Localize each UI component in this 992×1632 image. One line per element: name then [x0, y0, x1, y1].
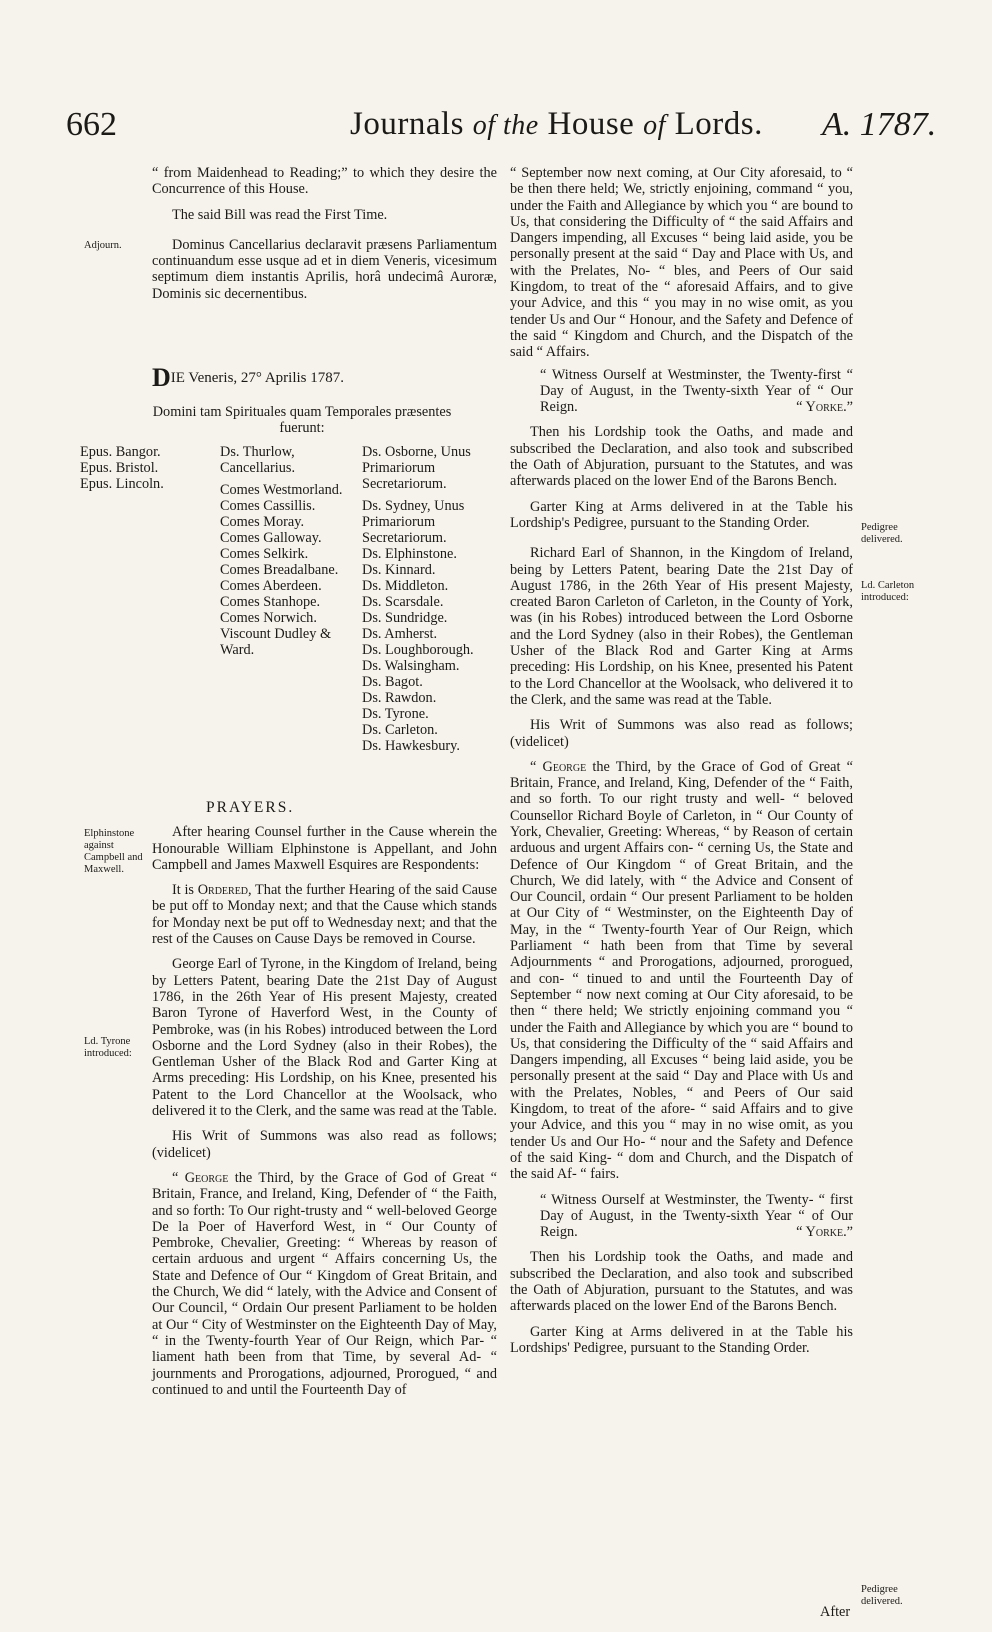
lord-entry: Comes Moray. — [220, 514, 305, 530]
lords-list-a — [220, 444, 350, 658]
paragraph: After hearing Counsel further in the Cause wherein the Honourable William Elphinstone is Appellant, and John Campbell and James Maxwell Esquires are Respondents: — [152, 824, 497, 873]
margin-note-pedigree-1: Pedigree delivered. — [861, 522, 903, 545]
writ-text: “ September now next coming, at Our City aforesaid, to “ be then there held; We, strictly enjoining, command “ you, under the Faith and Allegiance by which you “ are bound to Us, that considering the Difficulty of “ the said Affairs and Dangers impending, all Excuses “ being laid aside, you be personally present at the said “ Day and Place with Us, and with the Prelates, No- “ bles, and Peers of Our said Kingdom, to treat of the “ aforesaid Affairs, and to give your Advice, and this “ you may in no wise omit, as you tender Us and Our “ Honour, and the Safety and Defence of the said “ Kingdom and Church, and the Dispatch of the said “ Affairs. — [510, 165, 853, 361]
lord-entry: Ds. Sydney, Unus Primariorum Secretariorum. — [362, 498, 465, 546]
lords-list-b — [362, 444, 492, 754]
margin-note-adjourn: Adjourn. — [84, 240, 122, 251]
bishops-list — [80, 444, 195, 492]
writ-text: “ George the Third, by the Grace of God of Great “ Britain, France, and Ireland, King, Defender of “ the Faith, and so forth: To Our right-trusty and “ well-beloved George De la Poer of Haverford West, in “ Our County of Pembroke, Chevalier, Greeting: “ Whereas by reason of certain arduous and urgent “ Affairs concerning Us, the State and Defence of Our “ Kingdom of Great Britain, and the Church, We did “ lately, with the Advice and Consent of Our Council, “ Ordain Our present Parliament to be holden at Our “ City of Westminster on the Eighteenth Day of May, “ in the Twenty-fourth Year of Our Reign, which Par- “ liament hath been from that Time, by several Ad- “ journments and Prorogations, adjourned, Prorogued, “ and continued to and until the Fourteenth Day of — [152, 1169, 498, 1398]
page-year: A. 1787. — [822, 106, 937, 143]
paragraph: His Writ of Summons was also read as follows; (videlicet) — [152, 1128, 497, 1161]
witness-clause: “ Witness Ourself at Westminster, the Twenty- “ first Day of August, in the Twenty-sixth Year “ of Our Reign. “ Yorke.” — [540, 1191, 853, 1241]
lord-entry: Ds. Osborne, Unus Primariorum Secretariorum. — [362, 444, 471, 492]
paragraph: George Earl of Tyrone, in the Kingdom of Ireland, being by Letters Patent, bearing Date the 21st Day of August 1786, in the 26th Year of His present Majesty, created Baron Tyrone of Haverford West, in the County of Pembroke, was (in his Robes) introduced between the Lord Osborne and the Lord Sydney (also in their Robes), the Gentleman Usher of the Black Rod and Garter King at Arms preceding: His Lordship, on his Knee, presented his Patent to the Lord Chancellor at the Woolsack, who delivered it to the Clerk, and the same was read at the Table. — [152, 956, 497, 1120]
lord-entry: Ds. Bagot. — [362, 674, 423, 690]
paragraph: The said Bill was read the First Time. — [172, 206, 388, 223]
margin-note-pedigree-2: Pedigree delivered. — [861, 1584, 903, 1607]
lord-entry: Comes Westmorland. — [220, 482, 343, 498]
lord-entry: Ds. Middleton. — [362, 578, 449, 594]
lord-entry: Ds. Hawkesbury. — [362, 738, 460, 754]
bishop-entry: Epus. Lincoln. — [80, 476, 164, 492]
paragraph: Richard Earl of Shannon, in the Kingdom of Ireland, being by Letters Patent, bearing Date the 21st Day of August 1786, in the 26th Year of His present Majesty, created Baron Carleton of Carleton, in the County of York, was (in his Robes) introduced between the Lord Osborne and the Lord Sydney (also in their Robes), the Gentleman Usher of the Black Rod and Garter King at Arms preceding: His Lordship, on his Knee, presented his Patent to the Lord Chancellor at the Woolsack, who delivered it to the Clerk, and the same was read at the Table. — [510, 545, 853, 708]
margin-note-tyrone: Ld. Tyrone introduced: — [84, 1036, 132, 1059]
lord-entry: Comes Selkirk. — [220, 546, 309, 562]
bishop-entry: Epus. Bangor. — [80, 444, 161, 460]
left-column-bottom — [152, 800, 497, 1407]
right-column — [510, 165, 853, 1365]
running-title: Journals of the House of Lords. — [350, 106, 763, 142]
lord-entry: Comes Norwich. — [220, 610, 317, 626]
lord-entry: Comes Cassillis. — [220, 498, 316, 514]
paragraph: “ from Maidenhead to Reading;” to which they desire the Concurrence of this House. — [152, 165, 497, 198]
lord-entry: Comes Breadalbane. — [220, 562, 339, 578]
margin-note-carleton: Ld. Carleton introduced: — [861, 580, 915, 603]
lord-entry: Ds. Rawdon. — [362, 690, 437, 706]
paragraph: Garter King at Arms delivered in at the Table his Lordship's Pedigree, pursuant to the Standing Order. — [510, 498, 853, 531]
lord-entry: Ds. Carleton. — [362, 722, 438, 738]
lord-entry: Ds. Kinnard. — [362, 562, 436, 578]
prayers-heading: PRAYERS. — [206, 799, 295, 816]
bishop-entry: Epus. Bristol. — [80, 460, 159, 476]
lord-entry: Ds. Elphinstone. — [362, 546, 457, 562]
paragraph: Then his Lordship took the Oaths, and made and subscribed the Declaration, and also took and subscribed the Oath of Abjuration, pursuant to the Statutes, and was afterwards placed on the lower End of the Barons Bench. — [510, 424, 853, 490]
catchword: After — [820, 1604, 851, 1620]
lord-entry: Viscount Dudley & Ward. — [220, 626, 332, 658]
paragraph: Dominus Cancellarius declaravit præsens Parliamentum continuandum esse usque ad et in diem Veneris, vicesimum septimum diem instantis Aprilis, horâ undecimâ Auroræ, Dominis sic decernentibus. — [152, 236, 497, 302]
lord-entry: Comes Stanhope. — [220, 594, 321, 610]
page-number: 662 — [66, 106, 117, 143]
paragraph: Garter King at Arms delivered in at the Table his Lordships' Pedigree, pursuant to the Standing Order. — [510, 1323, 853, 1356]
lord-entry: Ds. Walsingham. — [362, 658, 460, 674]
lord-entry: Ds. Sundridge. — [362, 610, 448, 626]
lord-entry: Ds. Thurlow, Cancellarius. — [220, 444, 296, 476]
paragraph: Then his Lordship took the Oaths, and made and subscribed the Declaration, and also took and subscribed the Oath of Abjuration, pursuant to the Statutes, and was afterwards placed on the lower End of the Barons Bench. — [510, 1249, 853, 1315]
paragraph: It is Ordered, That the further Hearing of the said Cause be put off to Monday next; and that the Cause which stands for Monday next be put off to Wednesday next; and that the rest of the Causes on Cause Days be removed in Course. — [152, 882, 497, 948]
lord-entry: Ds. Amherst. — [362, 626, 438, 642]
writ-text: “ George the Third, by the Grace of God of Great “ Britain, France, and Ireland, King, Defender of the “ Faith, and so forth. To our right trusty and well- “ beloved Counsellor Richard Boyle of Carleton, in “ Our County of York, Chevalier, Greeting: Whereas, “ by Reason of certain arduous and urgent Affairs con- “ cerning Us, the State and Defence of Our Kingdom “ of Great Britain, and the Church, We did lately, with “ the Advice and Consent of Our Council, ordain “ Our present Parliament to be holden at Our City of “ Westminster, on the Eighteenth Day of May, in the “ Twenty-fourth Year of Our Reign, which Parliament “ hath been from that Time by several Adjournments “ and Prorogations, adjourned, prorogued, and con- “ tinued to and until the Fourteenth Day of September “ now next coming at Our City aforesaid, to be then “ there held; We strictly enjoining command you “ under the Faith and Allegiance by which you are “ bound to Us, that considering the Difficulty of the “ said Affairs and Dangers impending, all Excuses “ being laid aside, you be personally present at the said “ Day and Place with Us and with the Prelates, Nobles, “ and Peers of Our said Kingdom, to treat of the afore- “ said Affairs and to give your Advice, and this you “ may in no wise omit, as you tender Us and Our Ho- “ nour and the Safety and Defence of the said King- “ dom and Church, and the Dispatch of the said Af- “ fairs. — [510, 758, 853, 1183]
page-header — [0, 106, 992, 156]
lord-entry: Comes Aberdeen. — [220, 578, 322, 594]
lord-entry: Ds. Loughborough. — [362, 642, 474, 658]
margin-note-elphinstone: Elphinstone against Campbell and Maxwell. — [84, 828, 143, 875]
domini-heading: Domini tam Spirituales quam Temporales præsentes fuerunt: — [152, 404, 452, 437]
lord-entry: Comes Galloway. — [220, 530, 322, 546]
lord-entry: Ds. Tyrone. — [362, 706, 429, 722]
die-heading: DIE Veneris, 27° Aprilis 1787. — [152, 363, 344, 392]
left-column-top — [152, 165, 497, 311]
witness-clause: “ Witness Ourself at Westminster, the Twenty-first “ Day of August, in the Twenty-sixth Year of “ Our Reign. “ Yorke.” — [540, 366, 853, 416]
paragraph: His Writ of Summons was also read as follows; (videlicet) — [510, 717, 853, 750]
lord-entry: Ds. Scarsdale. — [362, 594, 444, 610]
